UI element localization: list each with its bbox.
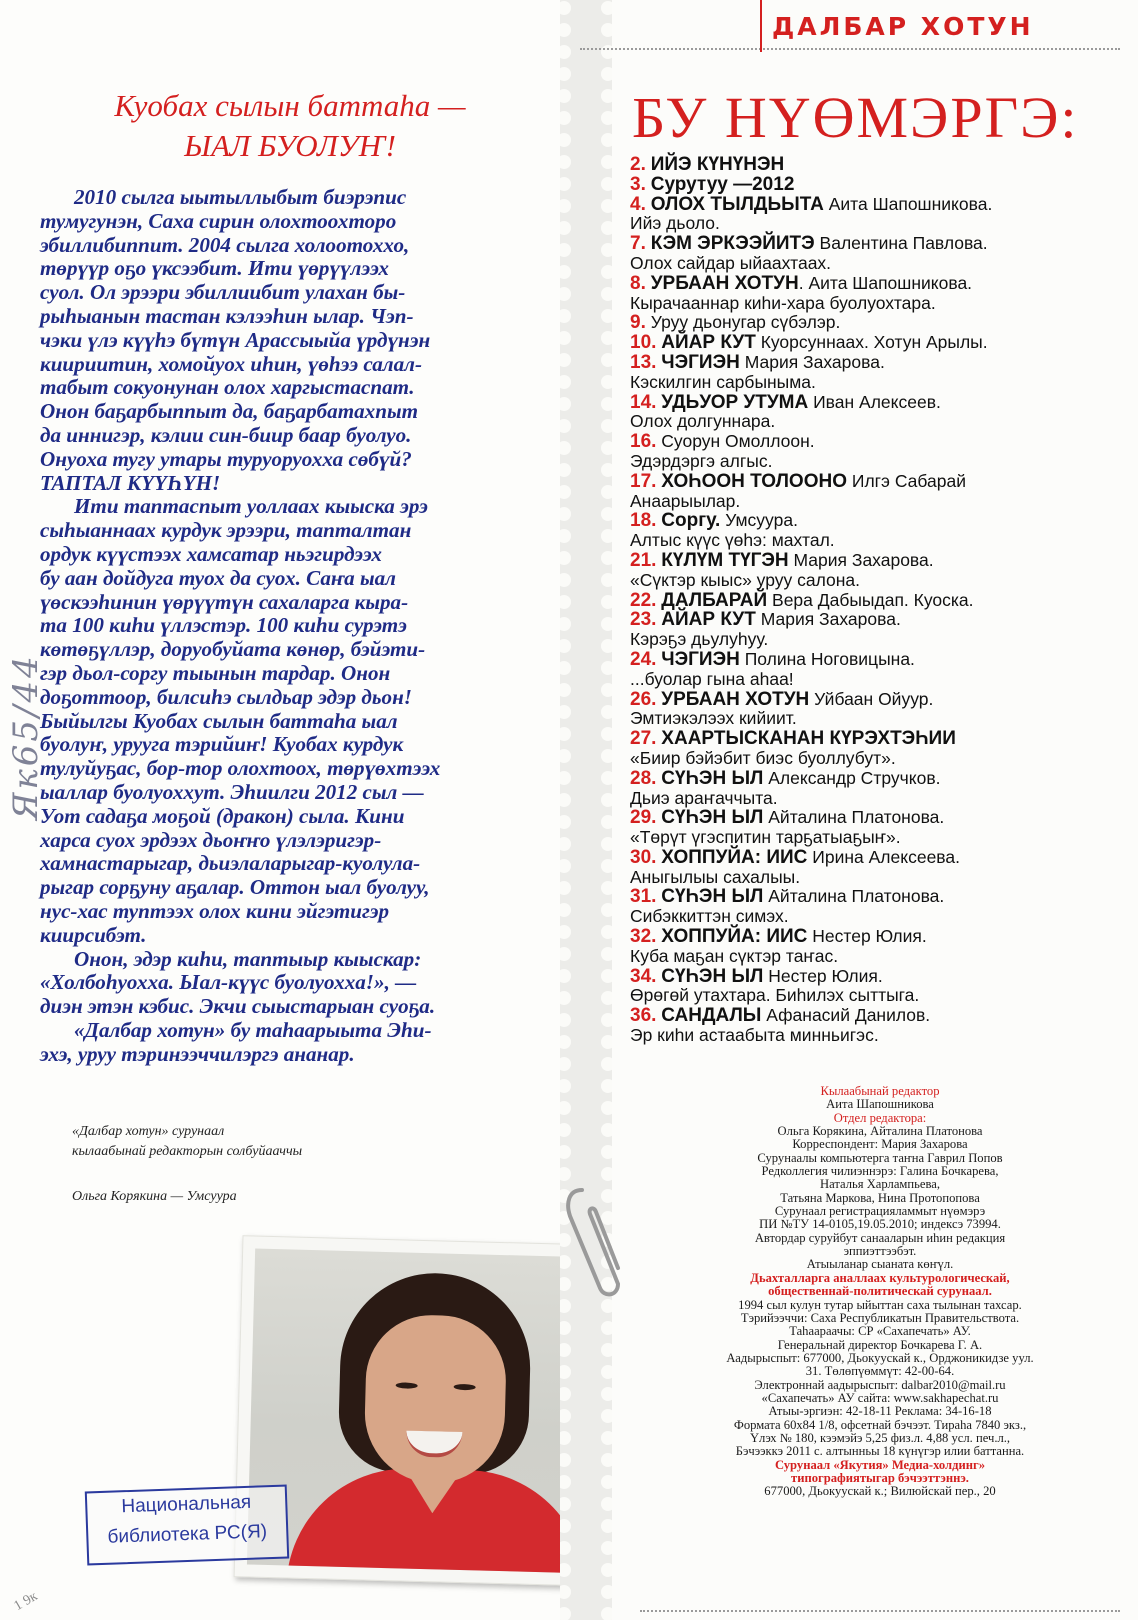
toc-entry[interactable]: [630, 472, 1110, 492]
toc-title: УРБААН ХОТУН: [661, 688, 810, 710]
toc-subtitle: Мария Захарова.: [739, 351, 885, 372]
toc-subtitle: Уруу дьонугар сүбэлэр.: [650, 312, 841, 333]
toc-page-number: 23.: [630, 609, 657, 631]
toc-subtitle: Сибэккиттэн симэх.: [630, 906, 789, 927]
editorial-line: Уот садаҕа моҕой (дракон) сыла. Кини: [40, 803, 405, 828]
toc-title: СҮҺЭН ЫЛ: [661, 807, 764, 829]
toc-page-number: 14.: [630, 391, 657, 413]
toc-entry[interactable]: [630, 1006, 1110, 1026]
imprint-line: Атыы-эргиэн: 42-18-11 Реклама: 34-16-18: [768, 1404, 992, 1419]
toc-page-number: 2.: [630, 154, 646, 175]
editorial-line: диэн этэн кэбис. Экчи сыыстарыан суоҕа.: [40, 994, 436, 1019]
toc-entry[interactable]: [630, 749, 1110, 769]
toc-entry[interactable]: [630, 175, 1110, 195]
editorial-line: ыаллар буолуоххут. Эһиилги 2012 сыл —: [40, 779, 424, 804]
toc-subtitle: Иван Алексеев.: [808, 391, 941, 412]
toc-entry[interactable]: [630, 1026, 1110, 1046]
toc-subtitle: Олох сайдар ыйаахтаах.: [630, 252, 832, 273]
toc-title: СҮҺЭН ЫЛ: [661, 886, 764, 908]
editorial-line: сыһыаннаах курдук эрээри, тапталтан: [40, 518, 412, 543]
toc-entry[interactable]: [630, 709, 1110, 729]
imprint-line: Корреспондент: Мария Захарова: [792, 1137, 968, 1152]
editorial-line: рыһыанын тастан кэлээһин ылар. Чэп-: [40, 303, 414, 328]
imprint-line: 31. Төлөпүөммүт: 42-00-64.: [805, 1364, 955, 1379]
toc-title: ОЛОХ ТЫЛДЬЫТА: [650, 193, 824, 215]
toc-subtitle: Алтыс күүс үөһэ: махтал.: [630, 530, 835, 551]
toc-entry[interactable]: [630, 729, 1110, 749]
toc-entry[interactable]: [630, 907, 1110, 927]
toc-subtitle: Анаарыылар.: [630, 490, 741, 511]
editorial-line: Онон баҕарбыппыт да, баҕарбатахпыт: [40, 399, 418, 424]
editorial-title-line: Куобах сылын баттаһа —: [114, 88, 466, 123]
corner-note: 1 9к: [11, 1588, 41, 1615]
editorial-line: чэки үлэ күүһэ бүтүн Арассыыйа үрдүнэн: [40, 327, 431, 352]
toc-title: КЭМ ЭРКЭЭЙИТЭ: [650, 233, 815, 255]
toc-title: ХОППУЙА: ИИС: [661, 846, 808, 868]
toc-page-number: 27.: [630, 728, 657, 750]
toc-title: ИЙЭ КҮНҮНЭН: [650, 154, 785, 175]
imprint-line: Наталья Харлампьева,: [820, 1177, 940, 1192]
toc-subtitle: Кэскилгин сарбыныма.: [630, 371, 816, 392]
toc-subtitle: ...буолар гына аһаа!: [630, 668, 794, 689]
toc-subtitle: Илгэ Сабарай: [847, 470, 966, 491]
toc-entry[interactable]: [630, 789, 1110, 809]
imprint-line: Электроннай аадырыспыт: dalbar2010@mail.ru: [754, 1377, 1006, 1392]
library-stamp-line: Национальная: [121, 1491, 252, 1518]
editorial-line: бу аан дойдуга туох да суох. Саҥа ыал: [40, 565, 396, 590]
toc-subtitle: Мария Захарова.: [788, 549, 934, 570]
toc-subtitle: Нестер Юлия.: [763, 965, 883, 986]
toc-subtitle: Куорсуннаах. Хотун Арылы.: [755, 332, 988, 353]
toc-page-number: 7.: [630, 233, 646, 255]
imprint-line: Атыыланар сыаната көҥүл.: [806, 1257, 954, 1272]
toc-title: ЧЭГИЭН: [661, 648, 740, 670]
editorial-line: хамнастарыгар, дьиэлаларыгар-куолула-: [40, 851, 421, 876]
toc-entry[interactable]: [630, 610, 1110, 630]
toc-page-number: 18.: [630, 510, 657, 532]
signature-role: [72, 1122, 302, 1162]
signature-role-line: кылаабынай редакторын солбуйааччы: [72, 1144, 303, 1159]
toc-title: ХОҺООН ТОЛООНО: [661, 470, 847, 492]
toc-entry[interactable]: [630, 313, 1110, 333]
toc-entry[interactable]: [630, 986, 1110, 1006]
imprint-line: Формата 60х84 1/8, офсетнай бэчээт. Тираһа 7840 экз.,: [733, 1417, 1027, 1432]
toc-entry[interactable]: [630, 769, 1110, 789]
toc-title: КҮЛҮМ ТҮГЭН: [661, 549, 789, 571]
imprint-line: Сурунаал регистрацияламмыт нүөмэрэ: [774, 1204, 986, 1219]
toc-entry[interactable]: [630, 412, 1110, 432]
editorial-line: рыгар сорҕуну аҕалар. Оттон ыал буолуу,: [40, 875, 430, 900]
toc-header: БУ НҮӨМЭРГЭ:: [632, 85, 1079, 150]
perforated-stamp-edge: [560, 0, 612, 1620]
toc-entry[interactable]: [630, 848, 1110, 868]
editorial-line: тулуйуҕас, бор-тор олохтоох, төрүөхтээх: [40, 756, 441, 781]
imprint-line: Сурунаал «Якутия» Медиа-холдинг»: [774, 1457, 986, 1472]
imprint-line: Тэрийээччи: Саха Республикатын Правительствота.: [740, 1310, 1020, 1325]
imprint-line: эппиэттээбэт.: [843, 1244, 917, 1259]
toc-entry[interactable]: [630, 591, 1110, 611]
toc-title: ЧЭГИЭН: [661, 351, 740, 373]
toc-entry[interactable]: [630, 947, 1110, 967]
signature-name: Ольга Корякина — Умсуура: [72, 1189, 237, 1204]
imprint-line: Кылаабынай редактор: [820, 1084, 940, 1098]
toc-entry[interactable]: [630, 195, 1110, 215]
toc-entry[interactable]: [630, 571, 1110, 591]
toc-entry[interactable]: [630, 828, 1110, 848]
editorial-line: киириитин, хомойуох иһин, үөһээ салал-: [40, 351, 423, 376]
editorial-line: киирсибэт.: [40, 922, 147, 947]
imprint-line: ПИ №ТУ 14-0105,19.05.2010; индексэ 73994.: [759, 1217, 1001, 1232]
toc-subtitle: «Сүктэр кыыс» уруу салона.: [630, 569, 861, 590]
toc-subtitle: Айталина Платонова.: [763, 807, 945, 828]
editorial-line: ордук күүстээх хамсатар ньэгирдээх: [40, 541, 382, 566]
toc-entry[interactable]: [630, 492, 1110, 512]
toc-subtitle: Умсуура.: [720, 510, 798, 531]
editorial-line: табыт сокуонунан олох харгыстаспат.: [40, 375, 415, 400]
editorial-line: буолуҥ, урууга тэрийиҥ! Куобах курдук: [40, 732, 404, 757]
toc-entry[interactable]: [630, 551, 1110, 571]
toc-title: САНДАЛЫ: [661, 1005, 762, 1027]
toc-subtitle: Эдэрдэргэ алгыс.: [630, 450, 773, 471]
toc-subtitle: Өрөгөй утахтара. Биһилэх сыттыга.: [630, 985, 920, 1006]
toc-entry[interactable]: [630, 155, 1110, 175]
editorial-line: эбиллибиппит. 2004 сылга холоотоххо,: [40, 232, 410, 257]
toc-subtitle: Вера Дабыыдап. Куоска.: [767, 589, 974, 610]
section-label: ДАЛБАР ХОТУН: [772, 12, 1034, 41]
imprint-line: общественнай-политическай сурунаал.: [768, 1284, 992, 1299]
handwritten-margin-note: Як65/44: [6, 653, 46, 820]
toc-entry[interactable]: [630, 393, 1110, 413]
imprint-line: Татьяна Маркова, Нина Протопопова: [780, 1190, 980, 1205]
editorial-line: харса суох эрдээх дьоҥҥо үлэлэригэр-: [40, 827, 382, 852]
toc-page-number: 4.: [630, 193, 646, 215]
toc-entry[interactable]: [630, 452, 1110, 472]
photo-face: [363, 1314, 507, 1486]
toc-page-number: 17.: [630, 470, 657, 492]
toc-subtitle: Афанасий Данилов.: [761, 1005, 931, 1026]
toc-subtitle: Кэрэҕэ дьулуһуу.: [630, 629, 769, 650]
imprint-line: Отдел редактора:: [833, 1110, 927, 1125]
toc-title: ДАЛБАРАЙ: [661, 589, 768, 611]
toc-title: Сурутуу —2012: [650, 173, 795, 195]
toc-page-number: 28.: [630, 767, 657, 789]
toc-title: ХААРТЫСКАНАН КҮРЭХТЭҺИИ: [661, 728, 956, 750]
imprint: [660, 1085, 1100, 1499]
editorial-title-line: ЫАЛ БУОЛУҤ!: [184, 128, 396, 163]
toc-title: УРБААН ХОТУН: [650, 272, 799, 294]
toc-title: АЙАР КУТ: [661, 609, 756, 631]
imprint-line: 677000, Дьокуускай к.; Вилюйскай пер., 20: [764, 1484, 996, 1499]
toc-entry[interactable]: [630, 373, 1110, 393]
toc-entry[interactable]: [630, 214, 1110, 234]
imprint-line: Аадырыспыт: 677000, Дьокуускай к., Орджоникидзе уул.: [726, 1350, 1034, 1365]
toc-subtitle: Ийэ дьоло.: [630, 213, 720, 234]
toc-entry[interactable]: [630, 967, 1110, 987]
toc-subtitle: Куба маҕан сүктэр таҥас.: [630, 945, 839, 966]
imprint-line: Сурунаалы компьютерга таҥна Гаврил Попов: [757, 1150, 1003, 1165]
imprint-line: «Сахапечать» АУ сайта: www.sakhapechat.ru: [761, 1390, 999, 1405]
toc-subtitle: Валентина Павлова.: [814, 233, 988, 254]
toc-title: АЙАР КУТ: [661, 332, 756, 354]
editorial-line: та 100 киһи үллэстэр. 100 киһи сурэтэ: [40, 613, 407, 638]
toc-entry[interactable]: [630, 868, 1110, 888]
toc-subtitle: Нестер Юлия.: [807, 926, 927, 947]
toc-subtitle: Александр Стручков.: [763, 767, 941, 788]
imprint-line: Редколлегия чилиэннэрэ: Галина Бочкарева,: [761, 1164, 999, 1179]
toc-page-number: 21.: [630, 549, 657, 571]
editorial-line: Онон, эдэр киһи, таптыыр кыыскар:: [74, 946, 422, 971]
toc-title: Соргу.: [661, 510, 721, 532]
toc-subtitle: Мария Захарова.: [755, 609, 901, 630]
section-divider: [760, 0, 762, 52]
toc-entry[interactable]: [630, 234, 1110, 254]
editorial-line: суол. Ол эрээри эбиллиибит улахан бы-: [40, 280, 406, 305]
editorial-line: да иннигэр, кэлии син-биир баар буолуо.: [40, 422, 412, 447]
imprint-line: Автордар суруйбут санааларын иһин редакция: [754, 1230, 1006, 1245]
toc-page-number: 8.: [630, 272, 646, 294]
toc-subtitle: Олох долгуннара.: [630, 411, 776, 432]
editorial-line: 2010 сылга ыытыллыбыт биэрэпис: [74, 185, 407, 209]
dotted-rule-bottom: [640, 1610, 1120, 1612]
toc-title: СҮҺЭН ЫЛ: [661, 767, 764, 789]
editorial-line: Быйылгы Куобах сылын баттаһа ыал: [40, 708, 398, 733]
editorial-line: Онуоха тугу утары туруоруохха сөбүй?: [40, 446, 412, 471]
imprint-line: Бэчээккэ 2011 с. алтынньы 18 күнүгэр илии баттанна.: [735, 1444, 1025, 1459]
toc-page-number: 32.: [630, 926, 657, 948]
toc-page-number: 36.: [630, 1005, 657, 1027]
imprint-line: Дьахталларга аналлаах культурологическай,: [750, 1270, 1010, 1285]
editorial-line: эхэ, уруу тэринээччилэргэ ананар.: [40, 1041, 355, 1066]
imprint-line: Аита Шапошникова: [826, 1097, 934, 1112]
editorial-body: [40, 186, 532, 1066]
toc-title: УДЬУОР УТУМА: [661, 391, 809, 413]
toc-subtitle: Аныгылыы сахалыы.: [630, 866, 801, 887]
toc-subtitle: Аита Шапошникова.: [823, 193, 993, 214]
editorial-title: [40, 86, 540, 166]
editor-photo-image: [247, 1249, 599, 1574]
imprint-line: 1994 сыл кулун тутар ыйыттан саха тылынан тахсар.: [738, 1297, 1022, 1312]
toc-subtitle: Суорун Омоллоон.: [661, 431, 815, 452]
toc-page-number: 26.: [630, 688, 657, 710]
toc-entry[interactable]: [630, 353, 1110, 373]
toc-entry[interactable]: [630, 630, 1110, 650]
imprint-line: типографиятыгар бэчээттэннэ.: [791, 1470, 969, 1485]
editorial-line: көтөҕүллэр, доруобуйата көнөр, бэйэти-: [40, 637, 426, 662]
toc-entry[interactable]: [630, 274, 1110, 294]
editorial-line: «Холбоһуоххa. Ыал-күүс буолуоххa!», —: [40, 970, 417, 995]
toc-entry[interactable]: [630, 650, 1110, 670]
imprint-line: Үлэх № 180, кээмэйэ 5,25 физ.л. 4,88 усл. печ.л.,: [749, 1430, 1011, 1445]
toc-subtitle: Эмтиэкэлээх кийиит.: [630, 708, 797, 729]
signature-role-line: «Далбар хотун» сурунаал: [72, 1124, 225, 1139]
editorial-line: тумугунэн, Саха сирин олохтоохторо: [40, 208, 397, 233]
editorial-line: нус-хас туптээх олох кини эйгэтигэр: [40, 898, 390, 923]
imprint-line: Ольга Корякина, Айталина Платонова: [777, 1124, 983, 1139]
toc-page-number: 16.: [630, 431, 657, 453]
toc-page-number: 29.: [630, 807, 657, 829]
library-stamp-line: библиотека РС(Я): [107, 1521, 268, 1548]
toc-subtitle: . Аита Шапошникова.: [798, 272, 973, 293]
toc-page-number: 10.: [630, 332, 657, 354]
toc-entry[interactable]: [630, 511, 1110, 531]
editorial-line: гэр дьол-соргу тыынын тардар. Онон: [40, 660, 391, 685]
toc-subtitle: Эр киһи астаабыта минньигэс.: [630, 1025, 879, 1046]
toc-entry[interactable]: [630, 432, 1110, 452]
toc-subtitle: Полина Ноговицына.: [739, 648, 915, 669]
toc-page-number: 3.: [630, 173, 646, 195]
toc-page-number: 22.: [630, 589, 657, 611]
imprint-line: Генеральнай директор Бочкарева Г. А.: [777, 1337, 983, 1352]
toc-subtitle: Ирина Алексеева.: [807, 846, 960, 867]
editorial-line: Ити таптаспыт уоллаах кыыска эрэ: [74, 494, 428, 519]
toc-title: ХОППУЙА: ИИС: [661, 926, 808, 948]
editorial-line: «Далбар хотун» бу таһаарыыта Эһи-: [74, 1017, 432, 1042]
toc-entry[interactable]: [630, 670, 1110, 690]
toc-title: СҮҺЭН ЫЛ: [661, 965, 764, 987]
toc-entry[interactable]: [630, 254, 1110, 274]
imprint-line: Таһаараачы: СР «Сахапечать» АУ.: [789, 1324, 971, 1339]
editorial-line: доҕоттоор, билсиһэ сылдьар эдэр дьон!: [40, 684, 412, 709]
editorial-line: үөскээһинин үөрүүтүн сахаларга кыра-: [40, 589, 409, 614]
toc-entry[interactable]: [630, 531, 1110, 551]
toc-entry[interactable]: [630, 294, 1110, 314]
toc-entry[interactable]: [630, 808, 1110, 828]
toc-entry[interactable]: [630, 690, 1110, 710]
toc-page-number: 34.: [630, 965, 657, 987]
toc-list: [630, 155, 1110, 1046]
toc-page-number: 24.: [630, 648, 657, 670]
toc-page-number: 9.: [630, 312, 646, 334]
library-stamp: [85, 1484, 289, 1565]
paperclip-icon: [560, 1180, 630, 1300]
editorial-line: ТАПТАЛ КҮҮҺҮН!: [40, 470, 221, 495]
toc-subtitle: Айталина Платонова.: [763, 886, 945, 907]
dotted-rule-top: [580, 48, 1120, 50]
toc-entry[interactable]: [630, 887, 1110, 907]
toc-subtitle: «Биир бэйэбит биэс буоллубут».: [630, 747, 896, 768]
toc-subtitle: «Төрүт үгэспитин тарҕатыаҕыҥ».: [630, 827, 901, 848]
toc-page-number: 30.: [630, 846, 657, 868]
toc-subtitle: Уйбаан Ойуур.: [809, 688, 934, 709]
toc-page-number: 13.: [630, 351, 657, 373]
editorial-line: төрүүр оҕо үксээбит. Ити үөрүүлээх: [40, 256, 389, 281]
toc-entry[interactable]: [630, 927, 1110, 947]
editor-photo: [234, 1235, 613, 1587]
toc-subtitle: Кырачааннар киһи-хара буолуохтара.: [630, 292, 936, 313]
toc-entry[interactable]: [630, 333, 1110, 353]
toc-page-number: 31.: [630, 886, 657, 908]
toc-subtitle: Дьиэ араҥаччыта.: [630, 787, 778, 808]
